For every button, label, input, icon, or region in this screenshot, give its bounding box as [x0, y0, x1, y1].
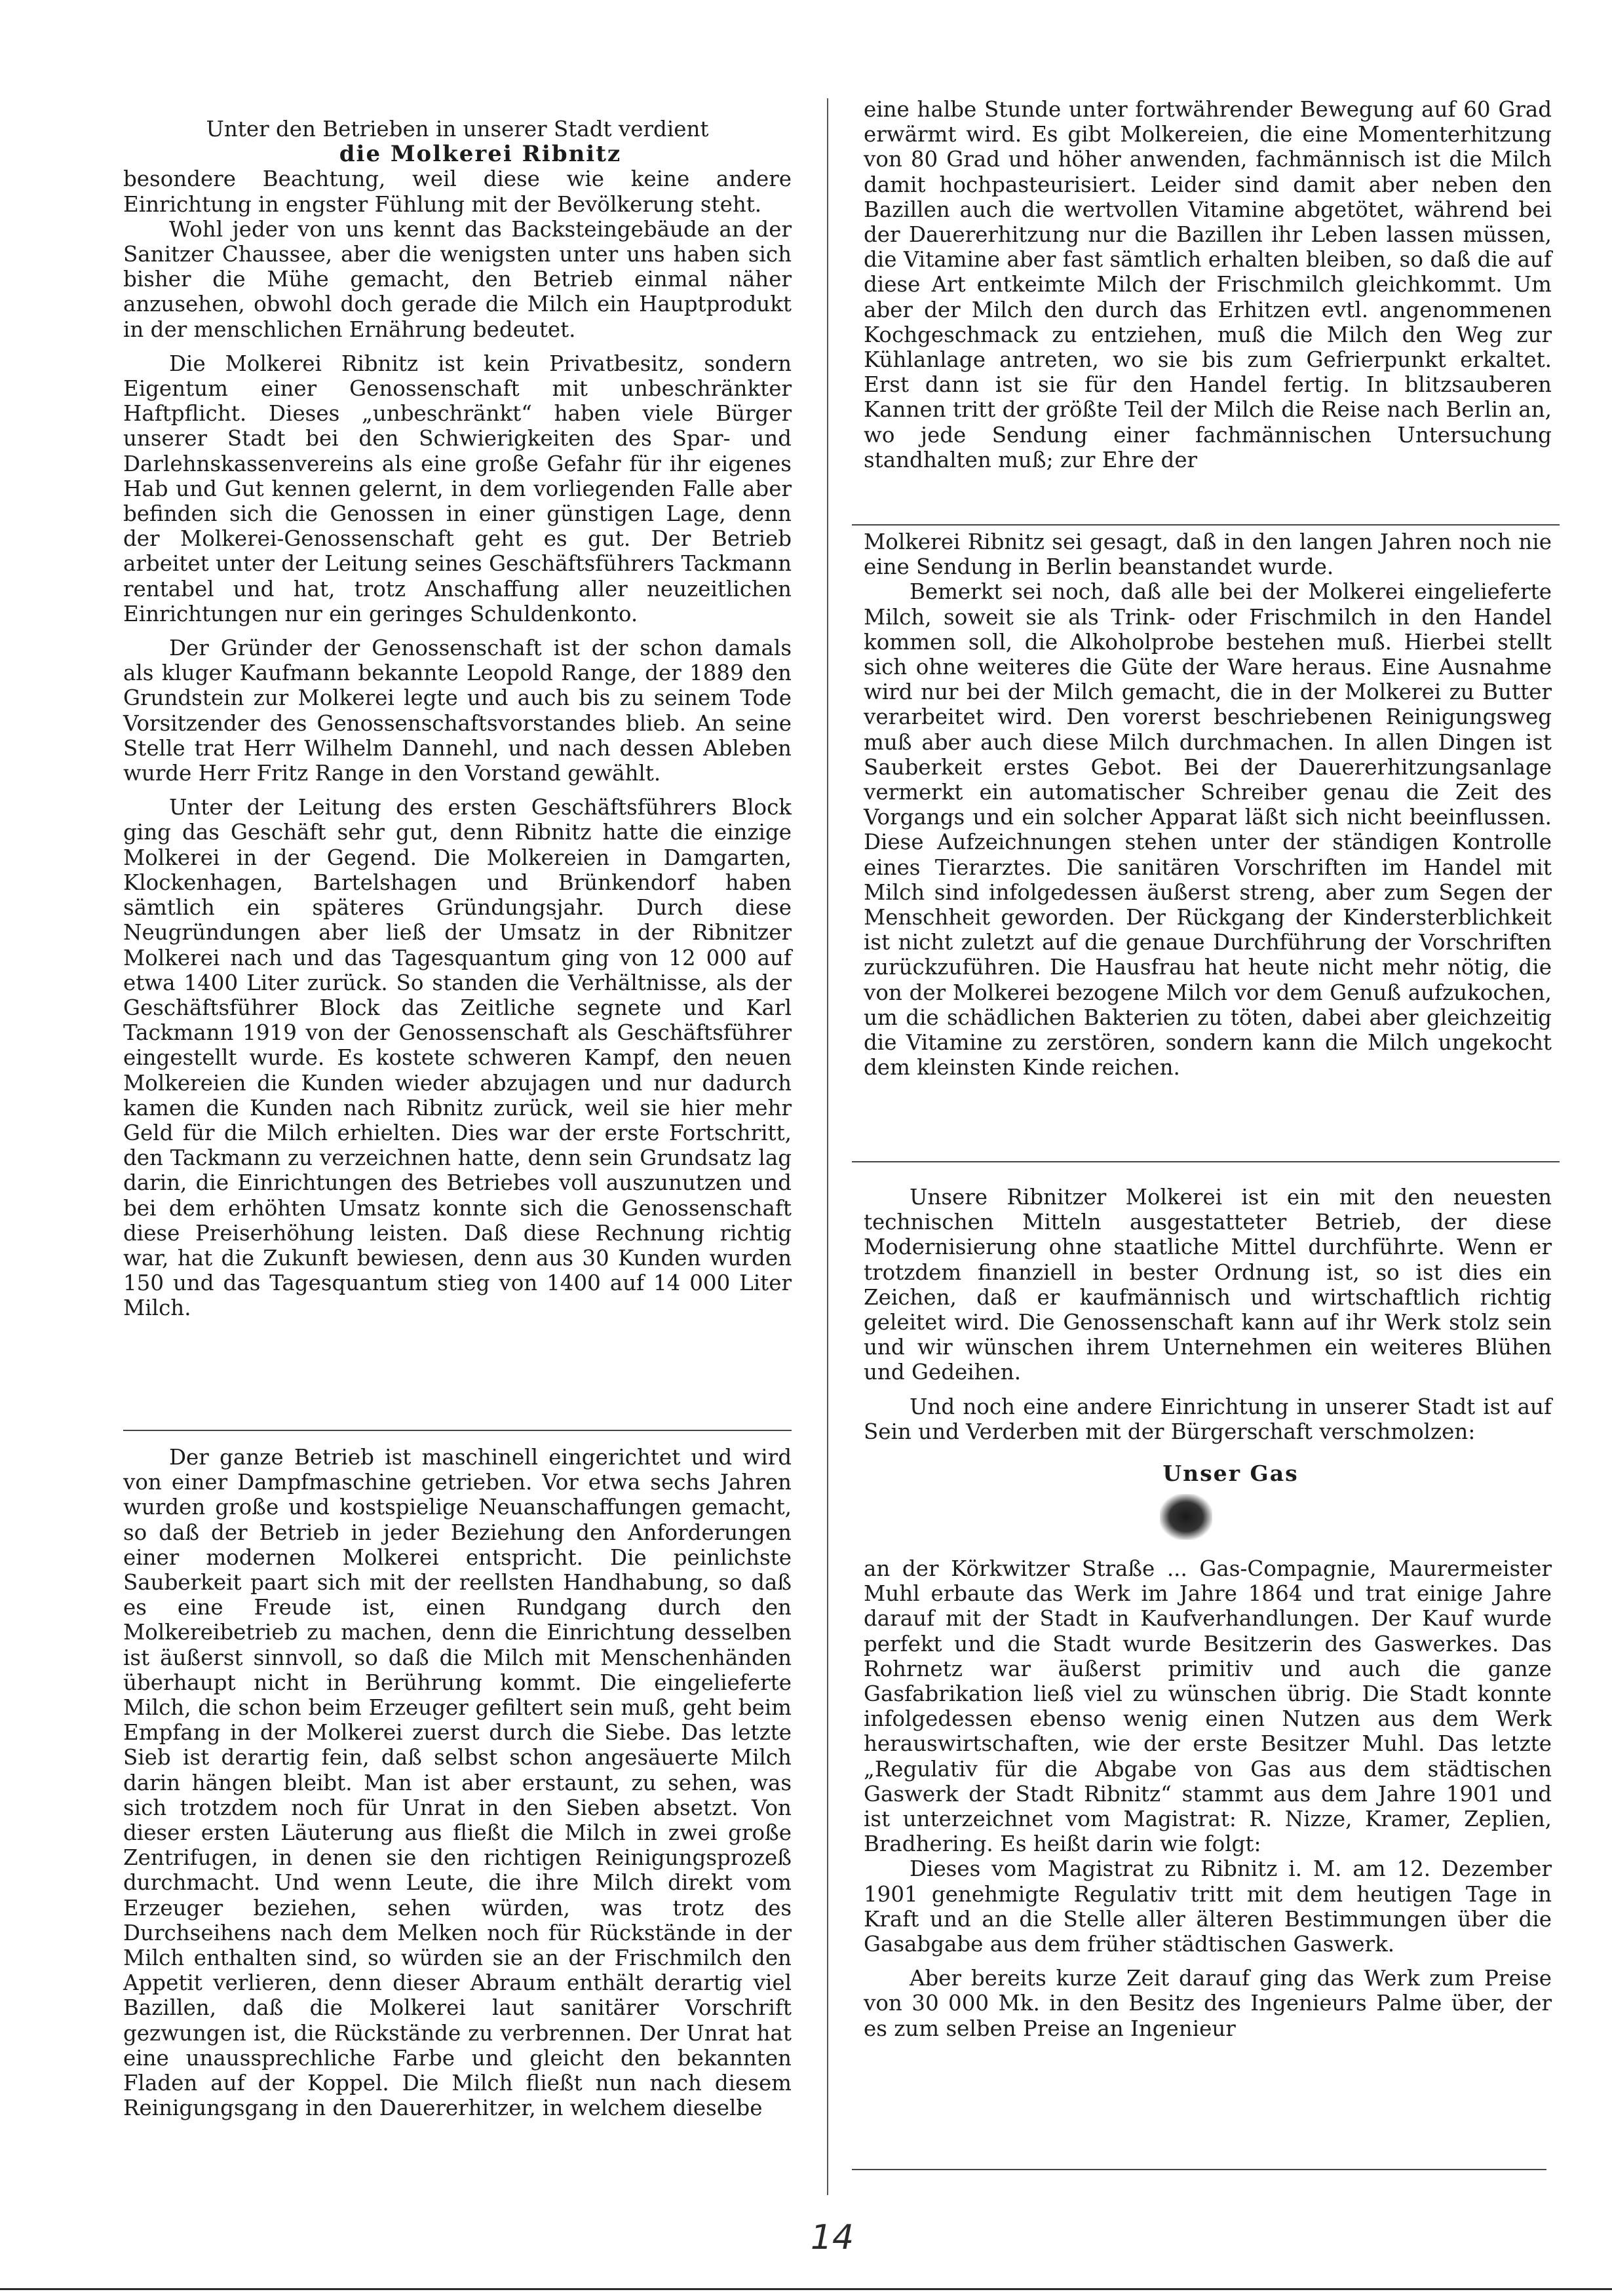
paragraph: an der Körkwitzer Straße ... Gas-Compagnie, Maurermeister Muhl erbaute das Werk im Jahre 1864 und trat einige Jahre darauf mit der Stadt in Kaufverhandlungen. Der Kauf wurde perfekt und die Stadt wurde Besitzerin des Gaswerkes. Das Rohrnetz war äußerst primitiv und auch die ganze Gasfabrikation ließ viel zu wünschen übrig. Die Stadt konnte infolgedessen ebenso wenig einen Nutzen aus dem Werk herauswirtschaften, wie der erste Besitzer Muhl. Das letzte „Regulativ für die Abgabe von Gas aus dem städtischen Gaswerk der Stadt Ribnitz“ stammt aus dem Jahre 1901 und ist unterzeichnet vom Magistrat: R. Nizze, Kramer, Zeplien, Bradhering. Es heißt darin wie folgt:: [864, 1556, 1552, 1857]
column-separator: [827, 98, 828, 2195]
intro-line: Unter den Betrieben in unserer Stadt verdient: [206, 117, 709, 142]
paragraph: Dieses vom Magistrat zu Ribnitz i. M. am 12. Dezember 1901 genehmigte Regulativ tritt mit dem heutigen Tage in Kraft und an die Stelle aller älteren Bestimmungen über die Gasabgabe aus dem früher städtischen Gaswerk.: [864, 1856, 1552, 1957]
clipping-bottom-rule: [852, 2169, 1546, 2170]
right-column-bottom: [864, 1556, 1552, 2041]
section-heading: Unser Gas: [1162, 1461, 1299, 1487]
paragraph: Wohl jeder von uns kennt das Backsteingebäude an der Sanitzer Chaussee, aber die wenigsten unter uns haben sich bisher die Mühe gemacht, den Betrieb einmal näher anzusehen, obwohl doch gerade die Milch ein Hauptprodukt in der menschlichen Ernährung bedeutet.: [123, 216, 792, 342]
article-title: die Molkerei Ribnitz: [339, 141, 622, 168]
paragraph: Bemerkt sei noch, daß alle bei der Molkerei eingelieferte Milch, soweit sie als Trink- oder Frischmilch in den Handel kommen soll, die Alkoholprobe bestehen muß. Hierbei stellt sich ohne weiteres die Güte der Ware heraus. Eine Ausnahme wird nur bei der Milch gemacht, die in der Molkerei zu Butter verarbeitet wird. Den vorerst beschriebenen Reinigungsweg muß aber auch diese Milch durchmachen. In allen Dingen ist Sauberkeit erstes Gebot. Bei der Dauererhitzungsanlage vermerkt ein automatischer Schreiber genau die Zeit des Vorgangs und ein solcher Apparat läßt sich nicht beeinflussen. Diese Aufzeichnungen stehen unter der ständigen Kontrolle eines Tierarztes. Die sanitären Vorschriften im Handel mit Milch sind infolgedessen äußerst streng, aber zum Segen der Menschheit geworden. Der Rückgang der Kindersterblichkeit ist nicht zuletzt auf die genaue Durchführung der Vorschriften zurückzuführen. Die Hausfrau hat heute nicht mehr nötig, die von der Molkerei bezogene Milch vor dem Genuß aufzukochen, um die schädlichen Bakterien zu töten, dabei aber gleichzeitig die Vitamine zu zerstören, sondern kann die Milch ungekocht dem kleinsten Kinde reichen.: [864, 579, 1552, 1081]
clipping-divider-rule: [852, 524, 1560, 526]
paragraph: Der Gründer der Genossenschaft ist der schon damals als kluger Kaufmann bekannte Leopold Range, der 1889 den Grundstein zur Molkerei legte und auch bis zu seinem Tode Vorsitzender des Genossenschaftsvorstandes blieb. An seine Stelle trat Herr Wilhelm Dannehl, und nach dessen Ableben wurde Herr Fritz Range in den Vorstand gewählt.: [123, 636, 792, 786]
paragraph: Unter der Leitung des ersten Geschäftsführers Block ging das Geschäft sehr gut, denn Ribnitz hatte die einzige Molkerei in der Gegend. Die Molkereien in Damgarten, Klockenhagen, Bartelshagen und Brünkendorf haben sämtlich ein späteres Gründungsjahr. Durch diese Neugründungen aber ließ der Umsatz in der Ribnitzer Molkerei nach und das Tagesquantum ging von 12 000 auf etwa 1400 Liter zurück. So standen die Verhältnisse, als der Geschäftsführer Block das Zeitliche segnete und Karl Tackmann 1919 von der Genossenschaft als Geschäftsführer eingestellt wurde. Es kostete schweren Kampf, den neuen Molkereien die Kunden wieder abzujagen und nur dadurch kamen die Kunden nach Ribnitz zurück, weil sie hier mehr Geld für die Milch erhielten. Dies war der erste Fortschritt, den Tackmann zu verzeichnen hatte, denn sein Grundsatz lag darin, die Einrichtungen des Betriebes voll auszunutzen und bei dem erhöhten Umsatz konnte sich die Genossenschaft diese Preiserhöhung leisten. Daß diese Rechnung richtig war, hat die Zukunft bewiesen, denn aus 30 Kunden wurden 150 und das Tagesquantum stieg von 1400 auf 14 000 Liter Milch.: [123, 795, 792, 1321]
paragraph: besondere Beachtung, weil diese wie keine andere Einrichtung in engster Fühlung mit der Bevölkerung steht.: [123, 166, 792, 217]
paragraph: Aber bereits kurze Zeit darauf ging das Werk zum Preise von 30 000 Mk. in den Besitz des Ingenieurs Palme über, der es zum selben Preise an Ingenieur: [864, 1966, 1552, 2041]
right-column-lower: [864, 1185, 1552, 1486]
paragraph: Und noch eine andere Einrichtung in unserer Stadt ist auf Sein und Verderben mit der Bürgerschaft verschmolzen:: [864, 1394, 1552, 1444]
clipping-divider-rule: [852, 1161, 1560, 1162]
right-column-top: [864, 97, 1552, 472]
ink-smudge: [1160, 1494, 1212, 1540]
left-column-lower: [123, 1445, 792, 2120]
right-column-middle: [864, 529, 1552, 1080]
paragraph: Molkerei Ribnitz sei gesagt, daß in den langen Jahren noch nie eine Sendung in Berlin beanstandet wurde.: [864, 529, 1552, 580]
paragraph: Der ganze Betrieb ist maschinell eingerichtet und wird von einer Dampfmaschine getrieben. Vor etwa sechs Jahren wurden große und kostspielige Neuanschaffungen gemacht, so daß der Betrieb in jeder Beziehung den Anforderungen einer modernen Molkerei entspricht. Die peinlichste Sauberkeit paart sich mit der reellsten Handhabung, so daß es eine Freude ist, einen Rundgang durch den Molkereibetrieb zu machen, denn die Einrichtung desselben ist äußerst sinnvoll, so daß die Milch mit Menschenhänden überhaupt nicht in Berührung kommt. Die eingelieferte Milch, die schon beim Erzeuger gefiltert sein muß, geht beim Empfang in der Molkerei zuerst durch die Siebe. Das letzte Sieb ist derartig fein, daß selbst schon angesäuerte Milch darin hängen bleibt. Man ist aber erstaunt, zu sehen, was sich trotzdem noch für Unrat in den Sieben absetzt. Von dieser ersten Läuterung aus fließt die Milch in zwei große Zentrifugen, in denen sie den richtigen Reinigungsprozeß durchmacht. Und wenn Leute, die ihre Milch direkt vom Erzeuger beziehen, sehen würden, was trotz des Durchseihens nach dem Melken noch für Rückstände in der Milch enthalten sind, so würden sie an der Frischmilch den Appetit verlieren, denn dieser Abraum enthält derartig viel Bazillen, daß die Molkerei laut sanitärer Vorschrift gezwungen ist, die Rückstände zu verbrennen. Der Unrat hat eine unaussprechliche Farbe und gleicht den bekannten Fladen auf der Koppel. Die Milch fließt nun nach diesem Reinigungsgang in den Dauererhitzer, in welchem dieselbe: [123, 1445, 792, 2121]
scan-bottom-edge: [0, 2288, 1612, 2290]
paragraph: Unsere Ribnitzer Molkerei ist ein mit den neuesten technischen Mitteln ausgestatteter Betrieb, der diese Modernisierung ohne staatliche Mittel durchführte. Wenn er trotzdem finanziell in bester Ordnung ist, so ist dies ein Zeichen, daß er kaufmännisch und wirtschaftlich richtig geleitet wird. Die Genossenschaft kann auf ihr Werk stolz sein und wir wünschen ihrem Unternehmen ein weiteres Blühen und Gedeihen.: [864, 1185, 1552, 1385]
page-number: 14: [810, 2218, 854, 2257]
left-column-upper: [123, 117, 792, 1321]
paragraph: eine halbe Stunde unter fortwährender Bewegung auf 60 Grad erwärmt wird. Es gibt Molkereien, die eine Momenterhitzung von 80 Grad und höher anwenden, fachmännisch ist die Milch damit hochpasteurisiert. Leider sind damit aber neben den Bazillen auch die wertvollen Vitamine abgetötet, während bei der Dauererhitzung nur die Bazillen ihr Leben lassen müssen, die Vitamine aber fast sämtlich erhalten bleiben, so daß die auf diese Art entkeimte Milch der Frischmilch gleichkommt. Um aber der Milch den durch das Erhitzen evtl. angenommenen Kochgeschmack zu entziehen, muß die Milch den Weg zur Kühlanlage antreten, wo sie bis zum Gefrierpunkt erkaltet. Erst dann ist sie für den Handel fertig. In blitzsauberen Kannen tritt der größte Teil der Milch die Reise nach Berlin an, wo jede Sendung einer fachmännischen Untersuchung standhalten muß; zur Ehre der: [864, 97, 1552, 472]
column-divider-rule: [123, 1430, 792, 1431]
paragraph: Die Molkerei Ribnitz ist kein Privatbesitz, sondern Eigentum einer Genossenschaft mit unbeschränkter Haftpflicht. Dieses „unbeschränkt“ haben viele Bürger unserer Stadt bei den Schwierigkeiten des Spar- und Darlehnskassenvereins als eine große Gefahr für ihr eigenes Hab und Gut kennen gelernt, in dem vorliegenden Falle aber befinden sich die Genossen in einer günstigen Lage, denn der Molkerei-Genossenschaft geht es gut. Der Betrieb arbeitet unter der Leitung seines Geschäftsführers Tackmann rentabel und hat, trotz Anschaffung aller neuzeitlichen Einrichtungen nur ein geringes Schuldenkonto.: [123, 351, 792, 626]
